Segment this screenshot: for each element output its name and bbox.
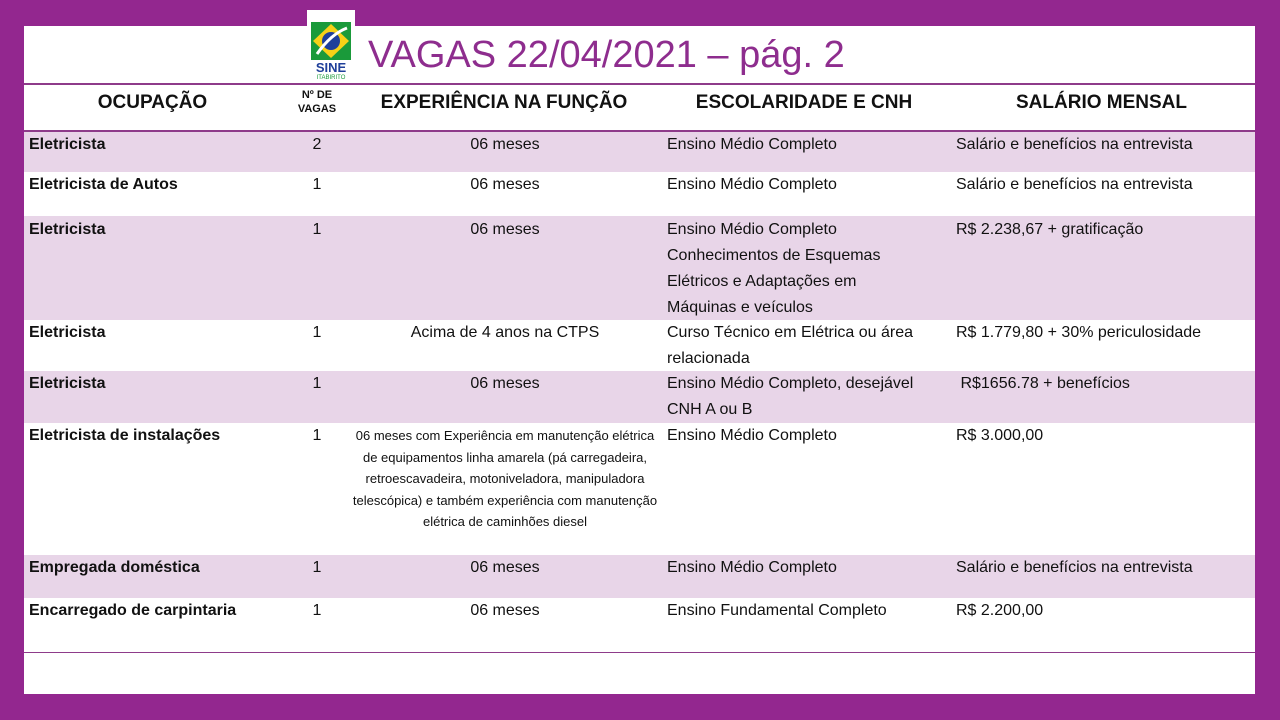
col-header-escolaridade: ESCOLARIDADE E CNH xyxy=(695,92,913,113)
cell-escolaridade: Ensino Médio Completo Conhecimentos de Esquemas Elétricos e Adaptações em Máquinas e veículos xyxy=(667,221,881,316)
table-row xyxy=(24,320,1255,371)
cell-salario: R$ 1.779,80 + 30% periculosidade xyxy=(956,324,1202,341)
cell-ocupacao: Eletricista de instalações xyxy=(29,427,221,444)
cell-escolaridade: Ensino Médio Completo xyxy=(667,427,837,444)
cell-ocupacao: Eletricista xyxy=(29,375,106,392)
table-row xyxy=(24,371,1255,423)
cell-escolaridade: Ensino Médio Completo xyxy=(667,136,837,153)
cell-vagas: 1 xyxy=(312,602,322,619)
cell-escolaridade: Ensino Médio Completo xyxy=(667,176,837,193)
cell-salario: Salário e benefícios na entrevista xyxy=(956,176,1193,193)
cell-salario: R$ 2.200,00 xyxy=(956,602,1044,619)
cell-experiencia: 06 meses xyxy=(470,602,540,619)
cell-ocupacao: Encarregado de carpintaria xyxy=(29,602,237,619)
table-row xyxy=(24,555,1255,598)
cell-experiencia: 06 meses xyxy=(470,375,540,392)
table-row xyxy=(24,216,1255,320)
cell-experiencia: 06 meses com Experiência em manutenção elétrica de equipamentos linha amarela (pá carregadeira, retroescavadeira, motoniveladora, manipuladora telescópica) e também experiência com manutenção elétrica de caminhões diesel xyxy=(352,428,658,530)
col-header-ocupacao: OCUPAÇÃO xyxy=(97,92,208,113)
divider-top xyxy=(24,83,1255,85)
cell-experiencia: 06 meses xyxy=(470,176,540,193)
cell-salario: R$ 2.238,67 + gratificação xyxy=(956,221,1144,238)
cell-ocupacao: Empregada doméstica xyxy=(29,559,200,576)
divider-bottom xyxy=(24,652,1255,653)
cell-ocupacao: Eletricista de Autos xyxy=(29,176,178,193)
cell-ocupacao: Eletricista xyxy=(29,221,106,238)
logo-text: SINE xyxy=(315,60,347,75)
col-header-salario: SALÁRIO MENSAL xyxy=(1016,92,1187,113)
table-row xyxy=(24,598,1255,652)
cell-ocupacao: Eletricista xyxy=(29,136,106,153)
cell-salario: R$ 3.000,00 xyxy=(956,427,1044,444)
table-row xyxy=(24,132,1255,172)
table-row xyxy=(24,423,1255,555)
slide xyxy=(24,26,1255,694)
col-header-vagas-line2: VAGAS xyxy=(297,103,337,115)
table-row xyxy=(24,172,1255,216)
cell-escolaridade: Ensino Médio Completo xyxy=(667,559,837,576)
cell-vagas: 1 xyxy=(312,176,322,193)
cell-salario: Salário e benefícios na entrevista xyxy=(956,559,1193,576)
cell-vagas: 2 xyxy=(312,136,322,153)
page-title: VAGAS 22/04/2021 – pág. 2 xyxy=(368,34,845,76)
cell-experiencia: Acima de 4 anos na CTPS xyxy=(410,324,600,341)
cell-escolaridade: Ensino Fundamental Completo xyxy=(667,602,887,619)
col-header-experiencia: EXPERIÊNCIA NA FUNÇÃO xyxy=(380,92,628,113)
cell-escolaridade: Ensino Médio Completo, desejável CNH A ou B xyxy=(667,375,914,418)
sine-logo xyxy=(307,10,355,80)
col-header-vagas-line1: Nº DE xyxy=(301,89,333,101)
cell-escolaridade: Curso Técnico em Elétrica ou área relacionada xyxy=(667,324,914,367)
cell-vagas: 1 xyxy=(312,375,322,392)
cell-vagas: 1 xyxy=(312,324,322,341)
cell-experiencia: 06 meses xyxy=(470,221,540,238)
cell-vagas: 1 xyxy=(312,221,322,238)
cell-vagas: 1 xyxy=(312,427,322,444)
cell-salario: R$1656.78 + benefícios xyxy=(956,375,1130,392)
cell-salario: Salário e benefícios na entrevista xyxy=(956,136,1193,153)
col-header-vagas xyxy=(292,88,342,116)
cell-vagas: 1 xyxy=(312,559,322,576)
logo-subtext: ITABIRITO xyxy=(316,75,346,80)
cell-experiencia: 06 meses xyxy=(470,559,540,576)
cell-experiencia: 06 meses xyxy=(470,136,540,153)
cell-ocupacao: Eletricista xyxy=(29,324,106,341)
